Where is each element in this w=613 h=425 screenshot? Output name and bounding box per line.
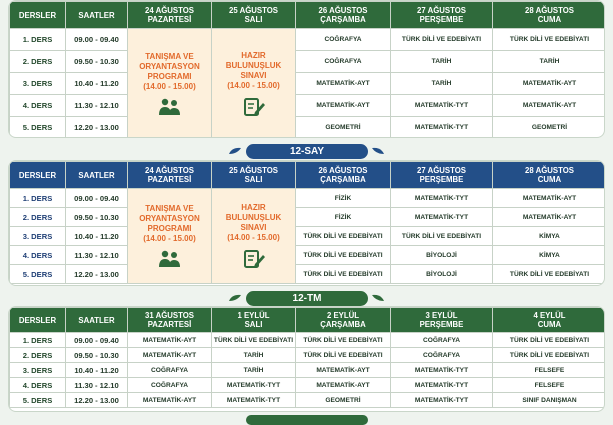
lesson-time: 09.00 - 09.40 [66,189,128,208]
table-row [10,51,606,73]
header-day-text: PERŞEMBE [419,15,464,24]
table-row [10,393,606,408]
readiness-exam-cell [212,189,296,284]
subject-cell: COĞRAFYA [128,363,212,378]
header-row [10,308,606,333]
header-day-text: PAZARTESİ [147,175,192,184]
lesson-number: 4. DERS [10,246,66,265]
header-day-text: SALI [244,320,263,329]
header-day [212,2,296,29]
subject-cell: TÜRK DİLİ VE EDEBİYATI [493,348,606,363]
lesson-time: 12.20 - 13.00 [66,265,128,284]
header-day-text: 26 AĞUSTOS [318,6,368,15]
header-day [391,162,493,189]
special-event-text: ORYANTASYON [139,61,200,71]
subject-cell: COĞRAFYA [128,378,212,393]
header-row [10,2,606,29]
lesson-number: 1. DERS [10,333,66,348]
subject-cell: MATEMATİK-TYT [391,95,493,117]
lesson-time: 11.30 - 12.10 [66,378,128,393]
subject-cell: KİMYA [493,246,606,265]
subject-cell: TÜRK DİLİ VE EDEBİYATI [493,265,606,284]
header-day-text: 28 AĞUSTOS [525,166,574,175]
subject-cell: COĞRAFYA [296,51,391,73]
special-event-text: TANIŞMA VE [145,204,194,213]
lesson-time: 09.50 - 10.30 [66,348,128,363]
table-row [10,208,606,227]
header-dersler: DERSLER [10,308,66,333]
header-day-text: SALI [244,175,263,184]
subject-cell: COĞRAFYA [296,29,391,51]
header-dersler: DERSLER [10,162,66,189]
header-day [493,2,606,29]
special-event-text: SINAVI [240,70,267,80]
subject-cell: TARİH [391,73,493,95]
header-dersler: DERSLER [10,2,66,29]
lesson-time: 10.40 - 11.20 [66,73,128,95]
header-day [493,162,606,189]
header-day-text: 3 EYLÜL [425,311,458,320]
header-day-text: 25 AĞUSTOS [229,166,278,175]
header-day [296,2,391,29]
subject-cell: MATEMATİK-AYT [128,348,212,363]
lesson-time: 09.00 - 09.40 [66,333,128,348]
subject-cell: GEOMETRİ [493,117,606,139]
lesson-number: 3. DERS [10,363,66,378]
lesson-time: 12.20 - 13.00 [66,393,128,408]
leaf-ornament-icon [228,294,242,302]
subject-cell: MATEMATİK-AYT [128,393,212,408]
header-day-text: 27 AĞUSTOS [417,6,466,15]
header-day [296,162,391,189]
table-row [10,73,606,95]
table-row [10,265,606,284]
subject-cell: MATEMATİK-AYT [296,363,391,378]
subject-cell: MATEMATİK-TYT [391,393,493,408]
subject-cell: BİYOLOJİ [391,246,493,265]
subject-cell: MATEMATİK-AYT [296,95,391,117]
table-row [10,117,606,139]
exam-pencil-icon [243,97,265,117]
header-day [128,2,212,29]
header-day-text: 2 EYLÜL [326,311,360,320]
section-title-12-tm: 12-TM [246,291,368,306]
header-day-text: PAZARTESİ [147,15,192,24]
subject-cell: FİZİK [296,189,391,208]
subject-cell: TARİH [212,348,296,363]
subject-cell: COĞRAFYA [391,348,493,363]
lesson-time: 10.40 - 11.20 [66,227,128,246]
special-event-text: SINAVI [240,223,267,232]
header-day-text: 1 EYLÜL [237,311,270,320]
special-event-text: HAZIR [241,203,266,212]
people-icon [158,250,182,268]
lesson-time: 10.40 - 11.20 [66,363,128,378]
next-section-title [246,415,368,425]
subject-cell: TÜRK DİLİ VE EDEBİYATI [296,333,391,348]
schedule-panel-1 [8,0,605,138]
special-event-text: (14.00 - 15.00) [227,233,280,242]
header-saatler: SAATLER [66,308,128,333]
leaf-ornament-icon [371,147,385,155]
subject-cell: MATEMATİK-TYT [391,208,493,227]
header-day-text: CUMA [537,175,562,184]
lesson-number: 2. DERS [10,51,66,73]
header-day-text: 28 AĞUSTOS [525,6,574,15]
lesson-number: 5. DERS [10,265,66,284]
special-event-text: PROGRAMI [147,71,192,81]
special-event-text: (14.00 - 15.00) [227,80,280,90]
subject-cell: FİZİK [296,208,391,227]
subject-cell: TÜRK DİLİ VE EDEBİYATI [391,227,493,246]
subject-cell: TÜRK DİLİ VE EDEBİYATI [296,348,391,363]
lesson-number: 1. DERS [10,189,66,208]
header-day-text: ÇARŞAMBA [320,320,366,329]
lesson-time: 11.30 - 12.10 [66,246,128,265]
orientation-program-cell [128,189,212,284]
subject-cell: TÜRK DİLİ VE EDEBİYATI [296,265,391,284]
table-row [10,363,606,378]
subject-cell: MATEMATİK-AYT [128,333,212,348]
header-day-text: 24 AĞUSTOS [145,6,194,15]
schedule-table-12-say [9,161,605,284]
header-day [493,308,606,333]
header-day [391,308,493,333]
header-day [212,162,296,189]
header-day-text: CUMA [537,15,562,24]
subject-cell: TÜRK DİLİ VE EDEBİYATI [493,333,606,348]
table-row [10,378,606,393]
subject-cell: MATEMATİK-AYT [296,73,391,95]
header-day [128,308,212,333]
subject-cell: MATEMATİK-TYT [212,393,296,408]
header-day-text: 26 AĞUSTOS [318,166,368,175]
subject-cell: MATEMATİK-TYT [391,378,493,393]
header-day [296,308,391,333]
lesson-number: 2. DERS [10,208,66,227]
subject-cell: TÜRK DİLİ VE EDEBİYATI [296,246,391,265]
subject-cell: MATEMATİK-AYT [296,378,391,393]
lesson-number: 1. DERS [10,29,66,51]
subject-cell: COĞRAFYA [391,333,493,348]
subject-cell: TÜRK DİLİ VE EDEBİYATI [212,333,296,348]
lesson-time: 09.50 - 10.30 [66,51,128,73]
schedule-panel-12-say [8,160,605,286]
subject-cell: MATEMATİK-TYT [391,117,493,139]
subject-cell: MATEMATİK-AYT [493,208,606,227]
subject-cell: MATEMATİK-AYT [493,95,606,117]
schedule-table-12-tm [9,307,605,408]
subject-cell: GEOMETRİ [296,117,391,139]
subject-cell: MATEMATİK-AYT [493,73,606,95]
leaf-ornament-icon [228,147,242,155]
special-event-text: PROGRAMI [147,224,192,233]
subject-cell: TÜRK DİLİ VE EDEBİYATI [296,227,391,246]
subject-cell: MATEMATİK-TYT [391,189,493,208]
subject-cell: TARİH [391,51,493,73]
subject-cell: KİMYA [493,227,606,246]
special-event-text: BULUNUŞLUK [225,60,282,70]
header-day-text: PERŞEMBE [419,320,464,329]
exam-pencil-icon [243,249,265,269]
lesson-time: 12.20 - 13.00 [66,117,128,139]
table-row [10,246,606,265]
header-saatler: SAATLER [66,162,128,189]
table-row [10,29,606,51]
special-event-text: BULUNUŞLUK [225,213,282,222]
subject-cell: TARİH [212,363,296,378]
readiness-exam-cell [212,29,296,139]
subject-cell: MATEMATİK-TYT [391,363,493,378]
header-day-text: 24 AĞUSTOS [145,166,194,175]
header-day-text: SALI [244,15,263,24]
orientation-program-cell [128,29,212,139]
special-event-text: TANIŞMA VE [145,51,194,61]
subject-cell: MATEMATİK-TYT [212,378,296,393]
lesson-time: 09.50 - 10.30 [66,208,128,227]
header-day-text: 31 AĞUSTOS [145,311,194,320]
lesson-number: 3. DERS [10,227,66,246]
schedule-table-1 [9,1,605,138]
lesson-number: 3. DERS [10,73,66,95]
subject-cell: TÜRK DİLİ VE EDEBİYATI [391,29,493,51]
special-event-text: (14.00 - 15.00) [143,81,196,91]
table-row [10,348,606,363]
subject-cell: FELSEFE [493,378,606,393]
table-row [10,333,606,348]
table-row [10,189,606,208]
header-day-text: ÇARŞAMBA [320,175,366,184]
header-day-text: 4 EYLÜL [533,311,566,320]
subject-cell: TARİH [493,51,606,73]
header-day-text: ÇARŞAMBA [320,15,366,24]
leaf-ornament-icon [371,294,385,302]
header-day [212,308,296,333]
lesson-number: 4. DERS [10,95,66,117]
lesson-number: 4. DERS [10,378,66,393]
lesson-time: 11.30 - 12.10 [66,95,128,117]
people-icon [158,98,182,116]
header-day-text: PAZARTESİ [147,320,192,329]
lesson-number: 5. DERS [10,117,66,139]
header-day-text: 25 AĞUSTOS [229,6,278,15]
header-day-text: CUMA [537,320,562,329]
special-event-text: (14.00 - 15.00) [143,234,196,243]
header-day [128,162,212,189]
special-event-text: HAZIR [241,50,266,60]
header-day-text: PERŞEMBE [419,175,464,184]
lesson-number: 5. DERS [10,393,66,408]
header-day [391,2,493,29]
subject-cell: MATEMATİK-AYT [493,189,606,208]
subject-cell: BİYOLOJİ [391,265,493,284]
lesson-number: 2. DERS [10,348,66,363]
special-event-text: ORYANTASYON [139,214,200,223]
subject-cell: FELSEFE [493,363,606,378]
table-row [10,227,606,246]
subject-cell: SINIF DANIŞMAN [493,393,606,408]
subject-cell: GEOMETRİ [296,393,391,408]
lesson-time: 09.00 - 09.40 [66,29,128,51]
table-row [10,95,606,117]
subject-cell: TÜRK DİLİ VE EDEBİYATI [493,29,606,51]
schedule-panel-12-tm [8,306,605,412]
header-saatler: SAATLER [66,2,128,29]
header-row [10,162,606,189]
header-day-text: 27 AĞUSTOS [417,166,466,175]
section-title-12-say: 12-SAY [246,144,368,159]
